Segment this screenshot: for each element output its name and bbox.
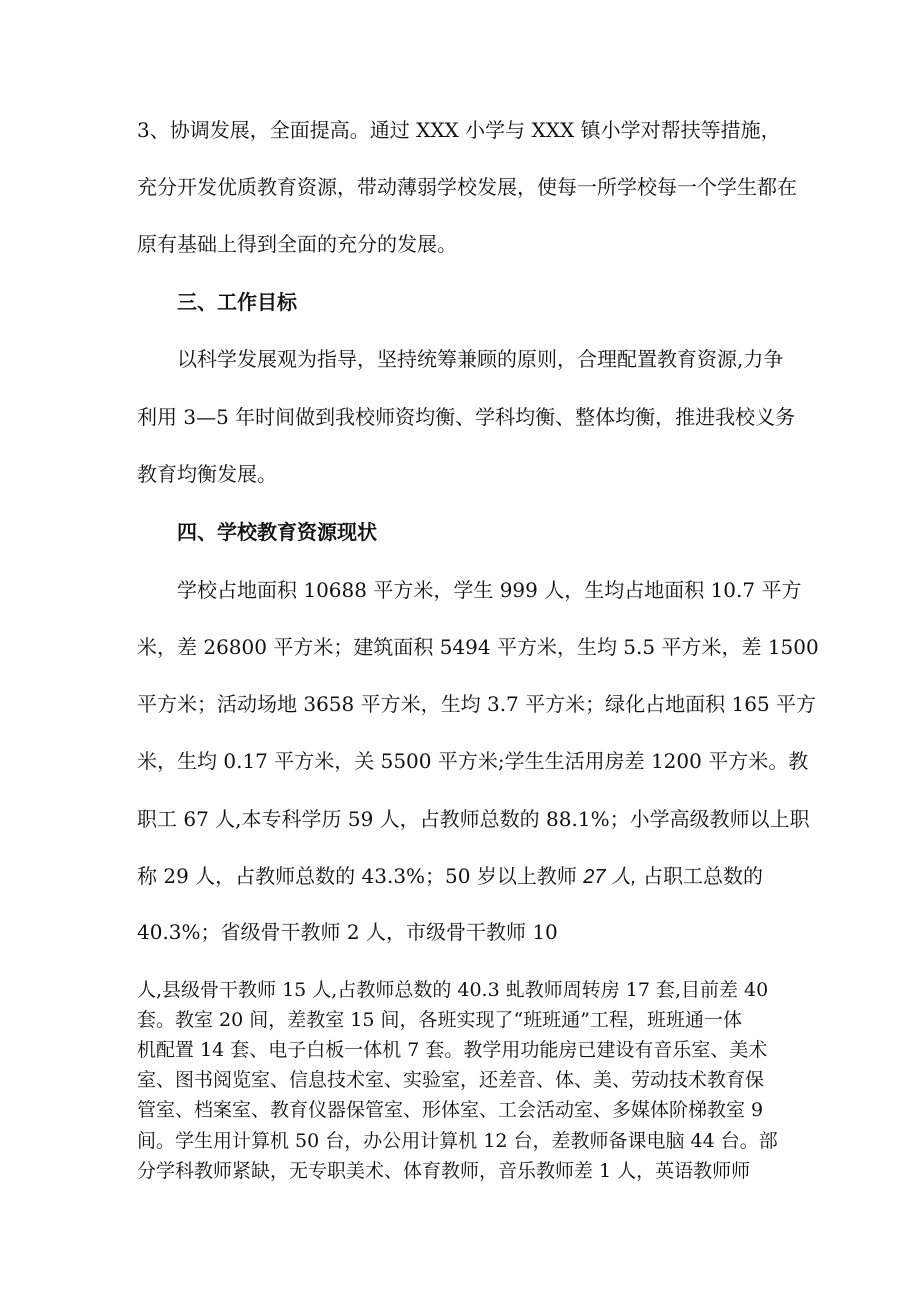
resources-line-6-part-b: 27 人,: [583, 866, 637, 888]
dense-line-1: 人,县级骨干教师 15 人,占教师总数的 40.3 虬教师周转房 17 套,目前差 40: [137, 979, 769, 1001]
goals-line-2: 利用 3—5 年时间做到我校师资均衡、学科均衡、整体均衡，推进我校义务: [137, 405, 796, 429]
resources-line-5: 职工 67 人,本专科学历 59 人，占教师总数的 88.1%；小学高级教师以上职: [137, 807, 810, 831]
goals-line-3: 教育均衡发展。: [137, 462, 277, 486]
dense-line-4: 室、图书阅览室、信息技术室、实验室，还差音、体、美、劳动技术教育保: [137, 1069, 765, 1091]
section-heading-goals: 三、工作目标: [177, 290, 297, 314]
dense-line-3: 机配置 14 套、电子白板一体机 7 套。教学用功能房已建设有音乐室、美术: [137, 1039, 768, 1061]
resources-line-2: 米，差 26800 平方米；建筑面积 5494 平方米，生均 5.5 平方米，差 1500: [137, 635, 819, 659]
intro-line-3: 原有基础上得到全面的充分的发展。: [137, 232, 457, 256]
resources-line-6-part-a: 称 29 人，占教师总数的 43.3%；50 岁以上教师: [137, 864, 584, 888]
goals-line-1: 以科学发展观为指导，坚持统筹兼顾的原则，合理配置教育资源,力争: [177, 347, 784, 371]
intro-line-2: 充分开发优质教育资源，带动薄弱学校发展，使每一所学校每一个学生都在: [137, 175, 797, 199]
dense-line-5: 管室、档案室、教育仪器保管室、形体室、工会活动室、多媒体阶梯教室 9: [137, 1099, 764, 1121]
resources-line-4: 米，生均 0.17 平方米，关 5500 平方米;学生生活用房差 1200 平方米。教: [137, 749, 809, 773]
resources-line-3: 平方米；活动场地 3658 平方米，生均 3.7 平方米；绿化占地面积 165 平方: [137, 692, 817, 716]
resources-line-1: 学校占地面积 10688 平方米，学生 999 人，生均占地面积 10.7 平方: [177, 578, 802, 602]
resources-line-7: 40.3%；省级骨干教师 2 人，市级骨干教师 10: [137, 920, 558, 944]
dense-line-7: 分学科教师紧缺，无专职美术、体育教师，音乐教师差 1 人，英语教师师: [137, 1160, 751, 1182]
intro-line-1: 3、协调发展，全面提高。通过 XXX 小学与 XXX 镇小学对帮扶等措施，: [137, 118, 781, 142]
section-heading-resources: 四、学校教育资源现状: [177, 520, 377, 544]
resources-line-6: [137, 862, 797, 891]
dense-line-2: 套。教室 20 间，差教室 15 间，各班实现了“班班通”工程，班班通一体: [137, 1009, 742, 1031]
dense-line-6: 间。学生用计算机 50 台，办公用计算机 12 台，差教师备课电脑 44 台。部: [137, 1130, 778, 1152]
resources-line-6-part-c: 占职工总数的: [636, 864, 763, 888]
